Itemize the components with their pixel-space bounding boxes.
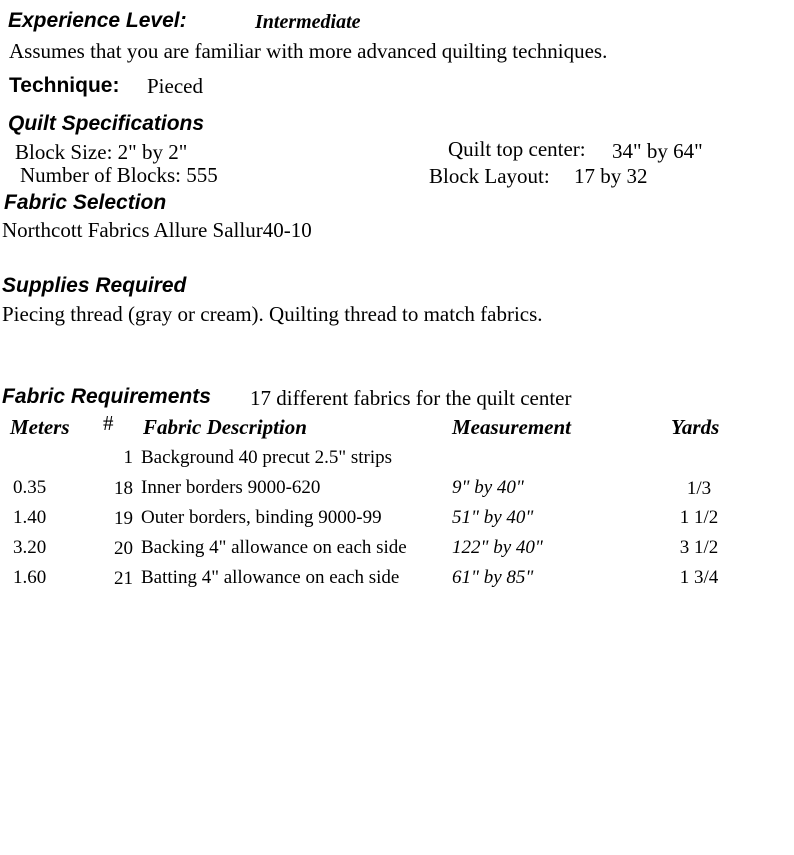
row-measurement: 61" by 85" (452, 567, 534, 588)
quilt-top-center-value: 34" by 64" (612, 139, 703, 163)
technique-value: Pieced (147, 74, 203, 98)
column-header-yards: Yards (671, 415, 720, 439)
row-measurement: 51" by 40" (452, 507, 534, 528)
quilt-specifications-heading: Quilt Specifications (8, 112, 205, 135)
block-size: Block Size: 2" by 2" (15, 140, 188, 164)
row-number: 1 (123, 447, 133, 468)
column-header-meters: Meters (10, 415, 70, 439)
row-yards: 1 1/2 (679, 507, 719, 528)
experience-level-value: Intermediate (255, 11, 361, 33)
fabric-requirements-subtitle: 17 different fabrics for the quilt center (250, 386, 572, 410)
supplies-required-text: Piecing thread (gray or cream). Quilting thread to match fabrics. (2, 302, 543, 326)
fabric-selection-heading: Fabric Selection (4, 191, 167, 214)
row-meters: 0.35 (13, 477, 47, 498)
row-description: Inner borders 9000-620 (141, 477, 321, 498)
row-meters: 1.60 (13, 567, 47, 588)
row-measurement: 9" by 40" (452, 477, 524, 498)
block-layout-value: 17 by 32 (574, 164, 648, 188)
row-yards: 3 1/2 (679, 537, 719, 558)
block-layout-label: Block Layout: (429, 164, 550, 188)
row-measurement: 122" by 40" (452, 537, 543, 558)
row-description: Backing 4" allowance on each side (141, 537, 407, 558)
supplies-required-heading: Supplies Required (2, 274, 187, 297)
row-description: Batting 4" allowance on each side (141, 567, 400, 588)
quilt-top-center-label: Quilt top center: (448, 137, 586, 161)
row-number: 19 (114, 508, 133, 529)
row-meters: 3.20 (13, 537, 47, 558)
fabric-selection-text: Northcott Fabrics Allure Sallur40-10 (2, 218, 312, 242)
row-yards: 1/3 (686, 478, 712, 499)
experience-note: Assumes that you are familiar with more advanced quilting techniques. (9, 39, 608, 63)
technique-label: Technique: (9, 74, 120, 97)
column-header-description: Fabric Description (143, 415, 307, 439)
row-number: 21 (114, 568, 133, 589)
row-number: 20 (114, 538, 133, 559)
row-number: 18 (114, 478, 133, 499)
row-meters: 1.40 (13, 507, 47, 528)
row-yards: 1 3/4 (679, 567, 719, 588)
fabric-requirements-heading: Fabric Requirements (2, 385, 211, 408)
experience-level-label: Experience Level: (8, 9, 187, 32)
column-header-number: # (103, 411, 114, 435)
column-header-measurement: Measurement (452, 415, 572, 439)
row-description: Outer borders, binding 9000-99 (141, 507, 382, 528)
number-of-blocks: Number of Blocks: 555 (20, 163, 218, 187)
row-description: Background 40 precut 2.5" strips (141, 447, 393, 468)
